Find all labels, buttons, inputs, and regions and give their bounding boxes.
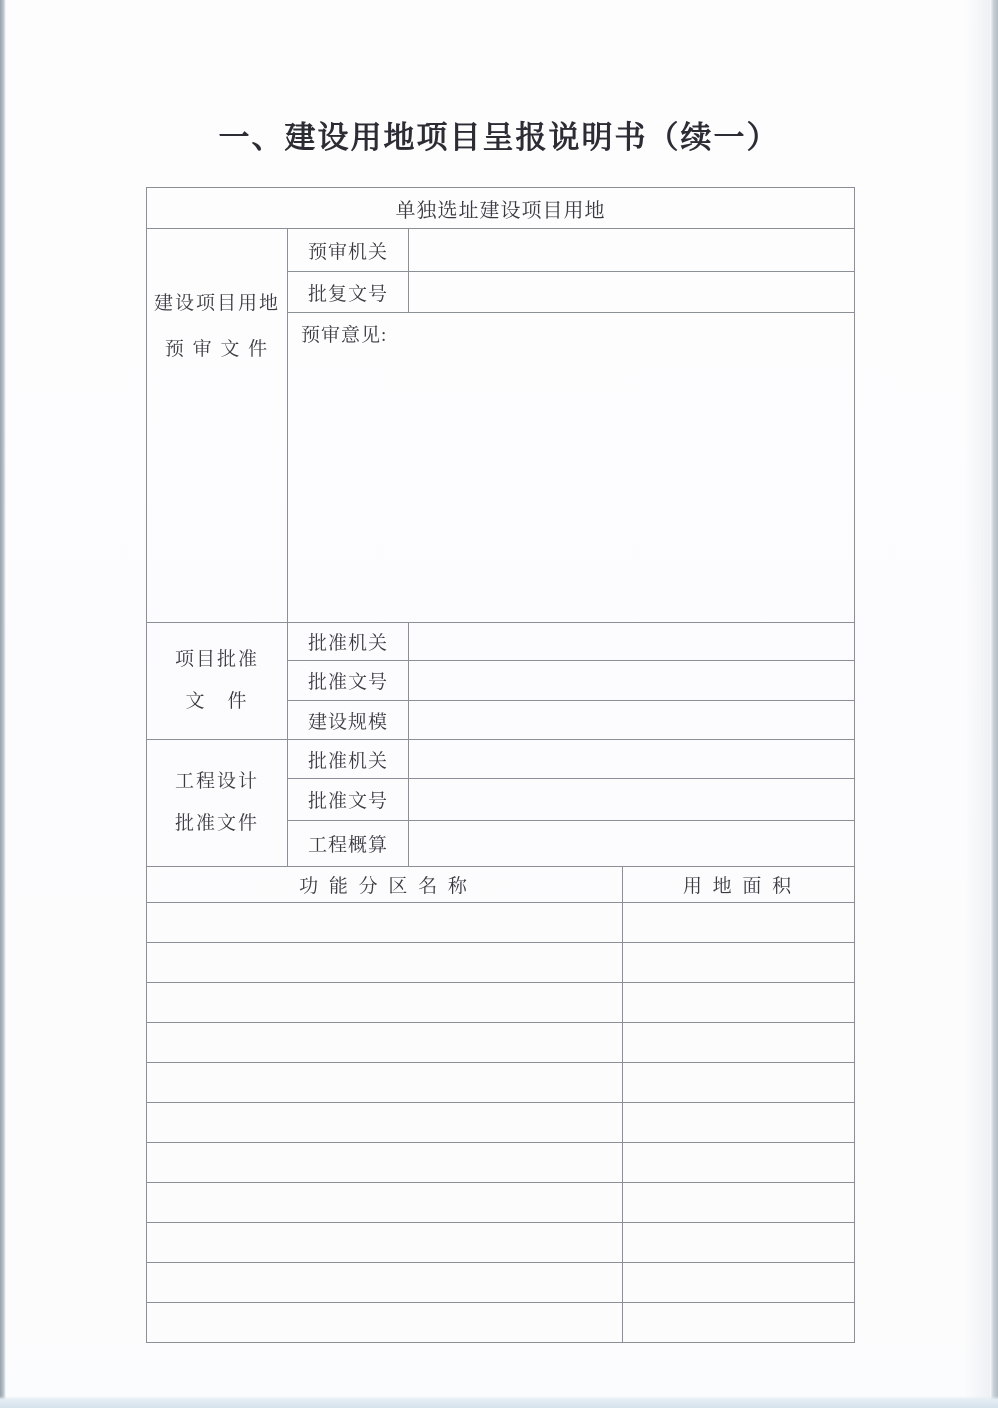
zone-area-cell <box>623 903 855 943</box>
zone-name-cell <box>147 1303 623 1343</box>
zone-table-row <box>147 943 855 983</box>
form-table-container <box>146 187 854 1343</box>
section-label-line: 工程设计 <box>174 771 259 792</box>
zone-table-row <box>147 1103 855 1143</box>
project-form-table <box>146 187 855 867</box>
field-value-project-estimate <box>409 821 855 867</box>
field-value-approval-agency <box>409 623 855 661</box>
zone-table-row <box>147 1143 855 1183</box>
zone-area-cell <box>623 1303 855 1343</box>
zone-table-row <box>147 903 855 943</box>
section-label-line: 预 审 文 件 <box>164 339 270 360</box>
zone-name-header: 功 能 分 区 名 称 <box>147 867 623 903</box>
field-value-design-approval-agency <box>409 740 855 779</box>
zone-table-body <box>147 867 855 1343</box>
functional-zone-table <box>146 866 855 1343</box>
section-label-preaudit <box>147 229 288 623</box>
zone-table-row <box>147 1223 855 1263</box>
zone-name-cell <box>147 1263 623 1303</box>
zone-area-cell <box>623 1223 855 1263</box>
zone-area-cell <box>623 1143 855 1183</box>
field-value-preaudit-agency <box>409 229 855 272</box>
zone-table-row <box>147 1263 855 1303</box>
field-value-construction-scale <box>409 701 855 740</box>
zone-table-row <box>147 983 855 1023</box>
zone-area-cell <box>623 943 855 983</box>
zone-area-cell <box>623 1063 855 1103</box>
zone-name-cell <box>147 1103 623 1143</box>
zone-name-cell <box>147 1183 623 1223</box>
section-label-design-approval <box>147 740 288 867</box>
zone-area-cell <box>623 1023 855 1063</box>
zone-name-cell <box>147 983 623 1023</box>
zone-table-row <box>147 1183 855 1223</box>
zone-table-row <box>147 1023 855 1063</box>
section-label-project-approval <box>147 623 288 740</box>
field-value-design-approval-number <box>409 779 855 821</box>
section-label-line: 项目批准 <box>174 649 259 670</box>
field-label-construction-scale: 建设规模 <box>288 701 409 740</box>
zone-name-cell <box>147 1223 623 1263</box>
field-label-preaudit-agency: 预审机关 <box>288 229 409 272</box>
section-label-line: 建设项目用地 <box>153 293 280 314</box>
zone-area-cell <box>623 1263 855 1303</box>
field-label-project-estimate: 工程概算 <box>288 821 409 867</box>
section-label-line: 批准文件 <box>174 813 259 834</box>
zone-name-cell <box>147 1143 623 1183</box>
scan-edge-left <box>0 0 6 1408</box>
section-label-line: 文 件 <box>185 691 249 712</box>
field-label-approval-agency: 批准机关 <box>288 623 409 661</box>
field-label-design-approval-agency: 批准机关 <box>288 740 409 779</box>
scan-shadow-right <box>964 0 990 1408</box>
zone-name-cell <box>147 1063 623 1103</box>
scan-edge-bottom <box>0 1396 998 1408</box>
field-label-reply-number: 批复文号 <box>288 272 409 313</box>
zone-area-cell <box>623 1183 855 1223</box>
zone-name-cell <box>147 1023 623 1063</box>
zone-table-row <box>147 1303 855 1343</box>
preaudit-opinion-cell <box>288 313 855 623</box>
page-title: 一、建设用地项目呈报说明书（续一） <box>218 120 780 155</box>
field-value-approval-number <box>409 661 855 701</box>
zone-table-row <box>147 1063 855 1103</box>
preaudit-opinion-label: 预审意见: <box>301 325 388 346</box>
table-title: 单独选址建设项目用地 <box>147 188 855 229</box>
field-label-design-approval-number: 批准文号 <box>288 779 409 821</box>
zone-name-cell <box>147 903 623 943</box>
zone-area-cell <box>623 983 855 1023</box>
field-label-approval-number: 批准文号 <box>288 661 409 701</box>
zone-area-header: 用 地 面 积 <box>623 867 855 903</box>
zone-name-cell <box>147 943 623 983</box>
zone-area-cell <box>623 1103 855 1143</box>
field-value-reply-number <box>409 272 855 313</box>
scan-edge-right <box>990 0 998 1408</box>
